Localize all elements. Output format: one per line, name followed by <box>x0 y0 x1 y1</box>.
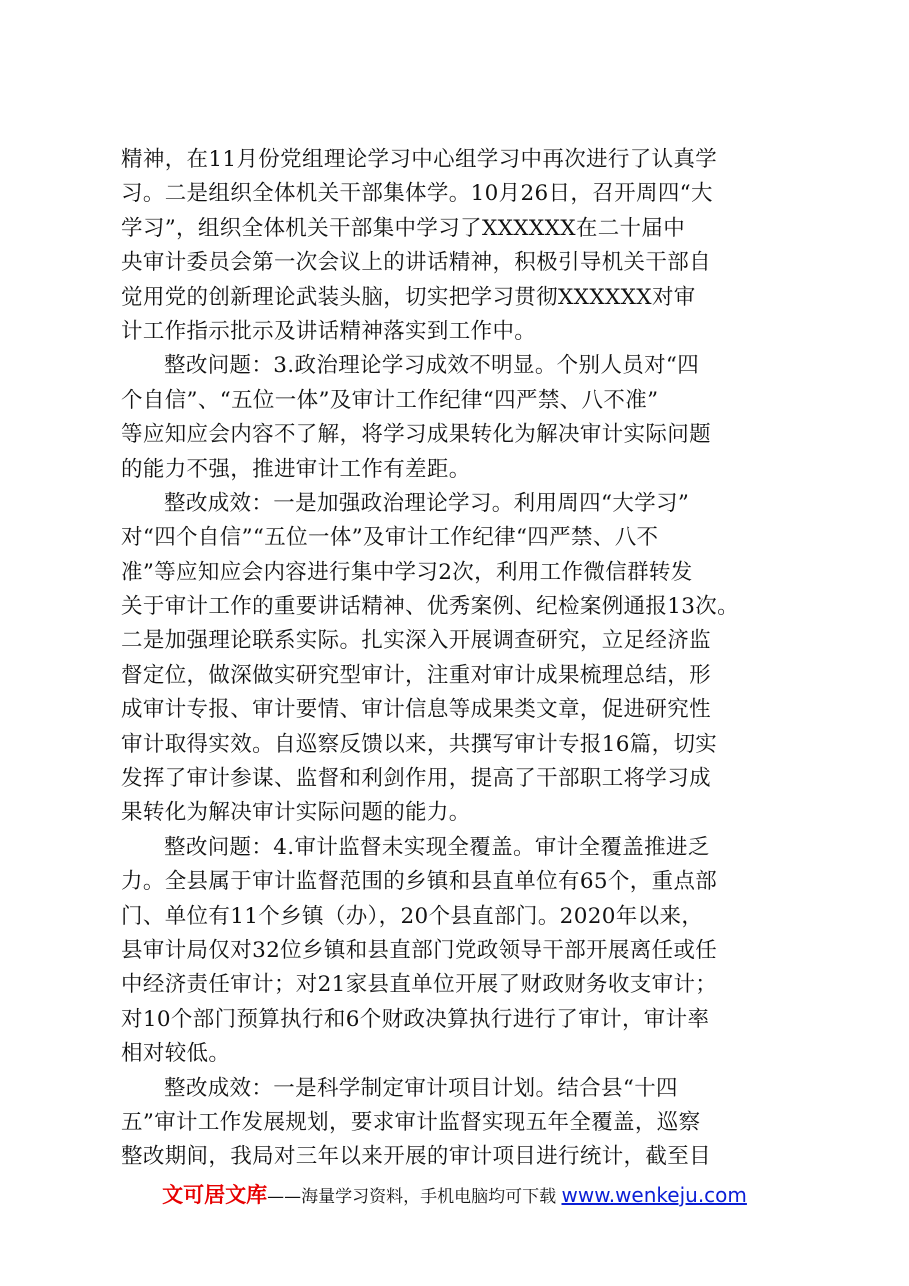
footer-brand: 文可居文库 <box>162 1183 268 1207</box>
text-line: 整改期间，我局对三年以来开展的审计项目进行统计，截至目 <box>121 1144 711 1170</box>
text-line: 学习”，组织全体机关干部集中学习了XXXXXX在二十届中 <box>121 215 686 241</box>
text-line: 习。二是组织全体机关干部集体学。10月26日，召开周四“大 <box>121 181 713 207</box>
text-line: 力。全县属于审计监督范围的乡镇和县直单位有65个，重点部 <box>121 869 718 895</box>
text-line: 县审计局仅对32位乡镇和县直部门党政领导干部开展离任或任 <box>121 937 718 963</box>
footer-banner <box>0 1180 909 1212</box>
text-line: 成审计专报、审计要情、审计信息等成果类文章，促进研究性 <box>121 697 711 723</box>
text-line: 中经济责任审计；对21家县直单位开展了财政财务收支审计； <box>121 972 718 998</box>
text-line: 央审计委员会第一次会议上的讲话精神，积极引导机关干部自 <box>121 250 711 276</box>
text-line: 整改问题：3.政治理论学习成效不明显。个别人员对“四 <box>164 353 700 379</box>
document-body <box>121 143 797 1175</box>
text-line: 精神，在11月份党组理论学习中心组学习中再次进行了认真学 <box>121 147 718 172</box>
footer-dash: —— <box>267 1187 302 1207</box>
text-line: 计工作指示批示及讲话精神落实到工作中。 <box>121 318 537 344</box>
text-line: 个自信”、“五位一体”及审计工作纪律“四严禁、八不准” <box>121 387 659 413</box>
text-line: 门、单位有11个乡镇（办），20个县直部门。2020年以来， <box>121 903 704 929</box>
text-line: 审计取得实效。自巡察反馈以来，共撰写审计专报16篇，切实 <box>121 731 718 757</box>
text-line: 整改成效：一是科学制定审计项目计划。结合县“十四 <box>164 1075 678 1101</box>
text-line: 相对较低。 <box>121 1041 231 1067</box>
text-line: 整改问题：4.审计监督未实现全覆盖。审计全覆盖推进乏 <box>164 834 710 860</box>
footer-slogan: 海量学习资料，手机电脑均可下载 <box>301 1187 557 1207</box>
text-line: 督定位，做深做实研究型审计，注重对审计成果梳理总结，形 <box>121 662 711 688</box>
text-line: 二是加强理论联系实际。扎实深入开展调查研究，立足经济监 <box>121 628 711 654</box>
text-line: 对10个部门预算执行和6个财政决算执行进行了审计，审计率 <box>121 1006 710 1032</box>
text-line: 等应知应会内容不了解，将学习成果转化为解决审计实际问题 <box>121 422 711 448</box>
text-line: 觉用党的创新理论武装头脑，切实把学习贯彻XXXXXX对审 <box>121 284 696 310</box>
text-line: 果转化为解决审计实际问题的能力。 <box>121 800 471 826</box>
text-line: 对“四个自信”“五位一体”及审计工作纪律“四严禁、八不 <box>121 525 659 551</box>
footer-url-link[interactable]: www.wenkeju.com <box>561 1183 747 1207</box>
text-line: 准”等应知应会内容进行集中学习2次，利用工作微信群转发 <box>121 559 693 585</box>
text-line: 关于审计工作的重要讲话精神、优秀案例、纪检案例通报13次。 <box>121 594 740 620</box>
text-line: 整改成效：一是加强政治理论学习。利用周四“大学习” <box>164 490 690 516</box>
text-line: 发挥了审计参谋、监督和利剑作用，提高了干部职工将学习成 <box>121 766 711 792</box>
text-line: 五”审计工作发展规划，要求审计监督实现五年全覆盖，巡察 <box>121 1109 701 1135</box>
text-line: 的能力不强，推进审计工作有差距。 <box>121 456 471 482</box>
